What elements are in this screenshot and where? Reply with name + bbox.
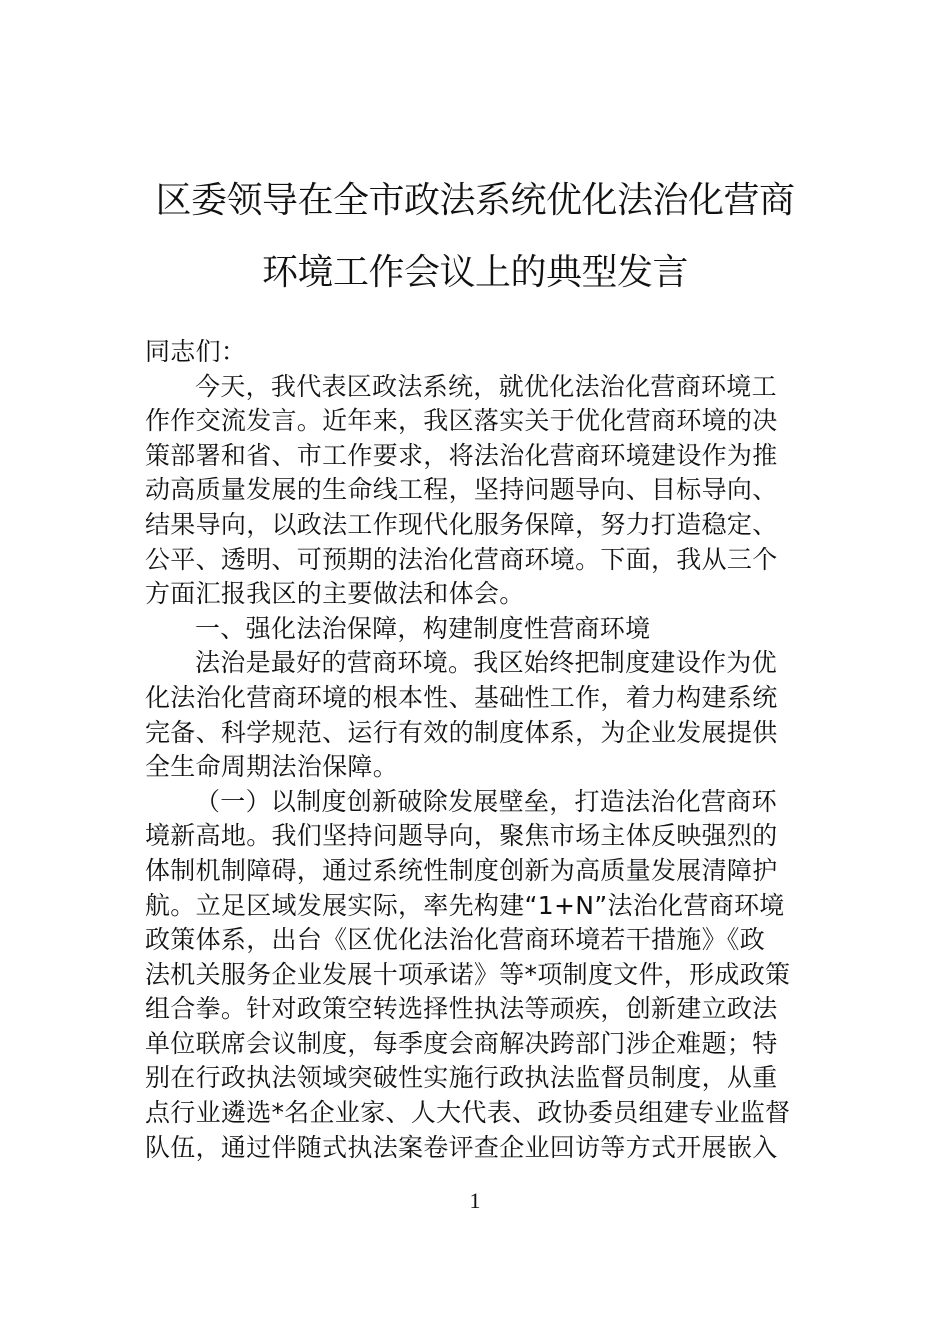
paragraph-first-line: （一）以制度创新破除发展壁垒，打造法治化营商环 [195,786,777,816]
paragraph-line: 方面汇报我区的主要做法和体会。 [145,579,525,609]
paragraph-line: 组合拳。针对政策空转选择性执法等顽疾，创新建立政法 [145,994,778,1024]
paragraph-line: 化法治化营商环境的根本性、基础性工作，着力构建系统 [145,682,778,712]
paragraph-line: 别在行政执法领域突破性实施行政执法监督员制度，从重 [145,1063,778,1093]
paragraph-first-line: 法治是最好的营商环境。我区始终把制度建设作为优 [195,648,777,678]
paragraph-line: 法机关服务企业发展十项承诺》等*项制度文件，形成政策 [145,959,791,989]
paragraph-line: 全生命周期法治保障。 [145,752,399,782]
paragraph-line: 体制机制障碍，通过系统性制度创新为高质量发展清障护 [145,855,778,885]
paragraph-line: 策部署和省、市工作要求，将法治化营商环境建设作为推 [145,440,778,470]
paragraph-line: 公平、透明、可预期的法治化营商环境。下面，我从三个 [145,544,778,574]
body-paragraphs [145,370,810,1166]
paragraph-line: 点行业遴选*名企业家、人大代表、政协委员组建专业监督 [145,1098,791,1128]
paragraph-line: 单位联席会议制度，每季度会商解决跨部门涉企难题；特 [145,1028,778,1058]
document-body [145,335,810,1165]
document-title-line-2: 环境工作会议上的典型发言 [261,252,688,293]
paragraph-first-line: 今天，我代表区政法系统，就优化法治化营商环境工 [195,371,777,401]
paragraph-line: 政策体系，出台《区优化法治化营商环境若干措施》《政 [145,925,766,955]
paragraph-line: 结果导向，以政法工作现代化服务保障，努力打造稳定、 [145,509,778,539]
paragraph-line: 完备、科学规范、运行有效的制度体系，为企业发展提供 [145,717,778,747]
document-title-line-1: 区委领导在全市政法系统优化法治化营商 [155,180,795,221]
paragraph-line: 作作交流发言。近年来，我区落实关于优化营商环境的决 [145,406,778,436]
page-number: 1 [469,1188,481,1213]
paragraph-line: 境新高地。我们坚持问题导向，聚焦市场主体反映强烈的 [145,821,778,851]
paragraph-line: 航。立足区域发展实际，率先构建“1+N”法治化营商环境 [145,890,785,920]
paragraph-line: 动高质量发展的生命线工程，坚持问题导向、目标导向、 [145,475,778,505]
salutation: 同志们： [145,337,247,366]
paragraph-first-line: 一、强化法治保障，构建制度性营商环境 [195,613,651,643]
paragraph-line: 队伍，通过伴随式执法案卷评查企业回访等方式开展嵌入 [145,1132,778,1162]
